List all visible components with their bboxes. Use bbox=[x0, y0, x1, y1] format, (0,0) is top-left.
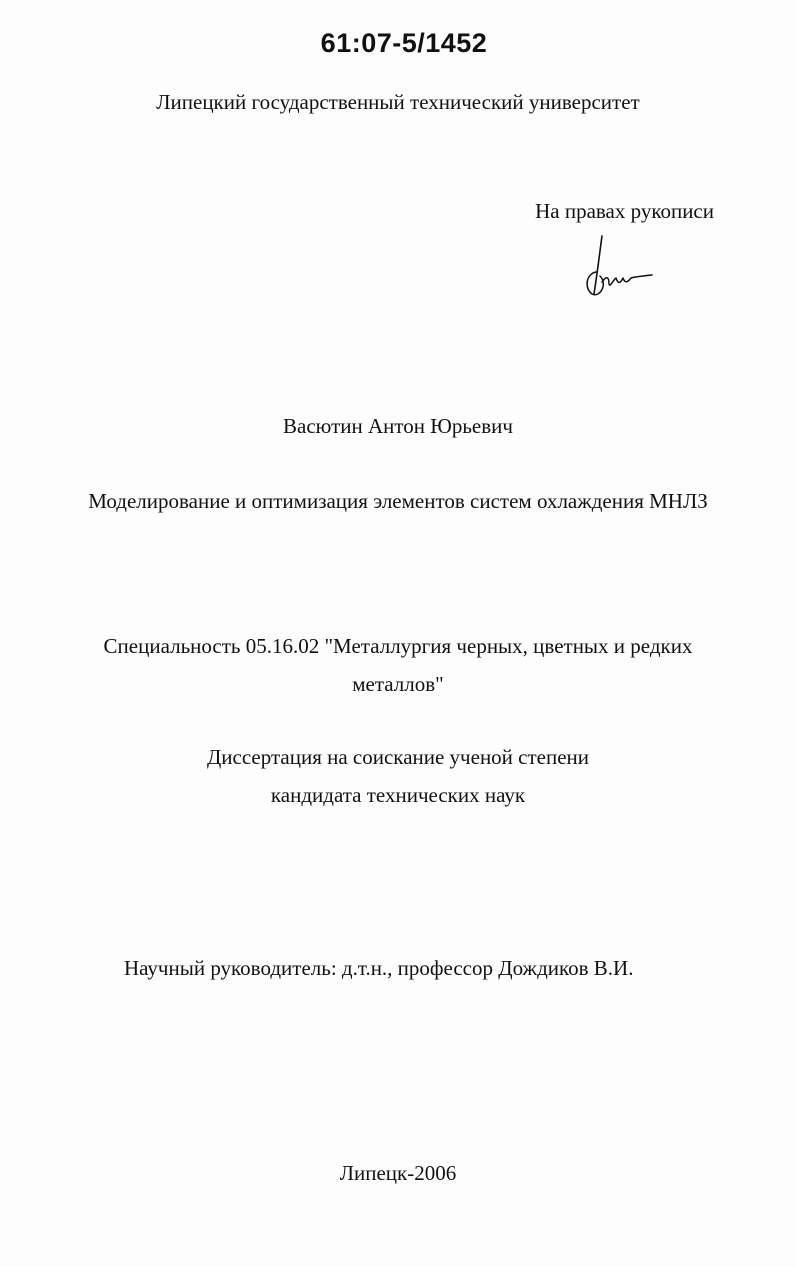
scientific-supervisor: Научный руководитель: д.т.н., профессор Дождиков В.И. bbox=[124, 956, 634, 980]
manuscript-note: На правах рукописи bbox=[535, 199, 714, 223]
specialty-line-2: металлов" bbox=[352, 672, 444, 696]
specialty-line-1: Специальность 05.16.02 "Металлургия черных, цветных и редких bbox=[103, 634, 693, 658]
archive-code: 61:07-5/1452 bbox=[320, 28, 488, 58]
dissertation-title: Моделирование и оптимизация элементов систем охлаждения МНЛЗ bbox=[88, 489, 708, 513]
place-and-year: Липецк-2006 bbox=[339, 1161, 457, 1185]
degree-line-1: Диссертация на соискание ученой степени bbox=[206, 745, 590, 769]
author-name: Васютин Антон Юрьевич bbox=[283, 414, 513, 438]
university-name: Липецкий государственный технический университет bbox=[156, 90, 640, 114]
handwritten-signature bbox=[582, 232, 654, 300]
degree-line-2: кандидата технических наук bbox=[270, 783, 526, 807]
